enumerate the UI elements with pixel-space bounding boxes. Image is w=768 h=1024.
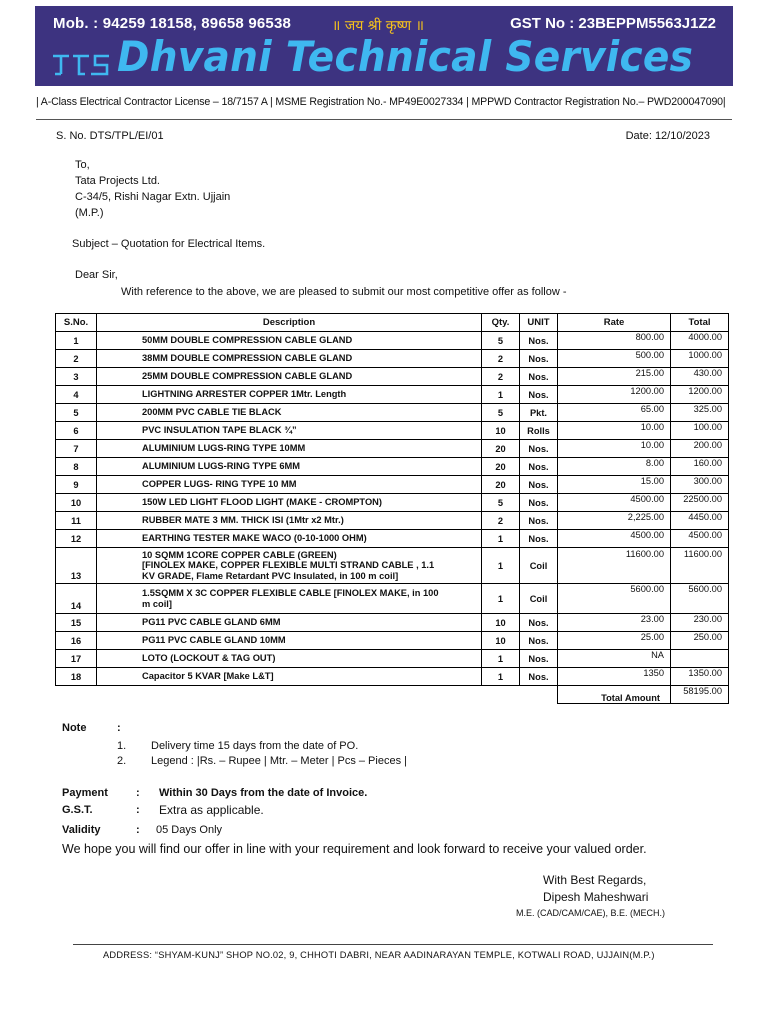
header-divider: [36, 119, 732, 120]
cell-sno: 9: [56, 476, 97, 494]
cell-rate: 2,225.00: [558, 512, 671, 530]
cell-rate: 215.00: [558, 368, 671, 386]
description-line: KV GRADE, Flame Retardant PVC Insulated, in 100 m coil]: [142, 570, 399, 581]
closing-paragraph: We hope you will find our offer in line with your requirement and look forward to receive your valued order.: [62, 842, 647, 856]
cell-sno: 17: [56, 650, 97, 668]
cell-sno: 16: [56, 632, 97, 650]
cell-qty: 2: [482, 350, 520, 368]
cell-total: 1350.00: [671, 668, 729, 686]
payment-colon: :: [136, 787, 140, 799]
cell-rate: NA: [558, 650, 671, 668]
cell-total: 4450.00: [671, 512, 729, 530]
cell-description: PG11 PVC CABLE GLAND 10MM: [97, 632, 482, 650]
total-amount-label: Total Amount: [558, 686, 671, 704]
letter-date: Date: 12/10/2023: [625, 130, 710, 142]
cell-sno: 4: [56, 386, 97, 404]
intro-text: With reference to the above, we are pleased to submit our most competitive offer as follow -: [121, 286, 567, 298]
cell-rate: 800.00: [558, 332, 671, 350]
cell-description: 38MM DOUBLE COMPRESSION CABLE GLAND: [97, 350, 482, 368]
column-header: UNIT: [520, 314, 558, 332]
cell-unit: Nos.: [520, 494, 558, 512]
cell-unit: Nos.: [520, 350, 558, 368]
cell-total: 430.00: [671, 368, 729, 386]
note-label: Note: [62, 722, 87, 734]
address-line: (M.P.): [75, 207, 104, 219]
cell-unit: Nos.: [520, 368, 558, 386]
column-header: S.No.: [56, 314, 97, 332]
cell-description: RUBBER MATE 3 MM. THICK ISI (1Mtr x2 Mtr.): [97, 512, 482, 530]
cell-total: 100.00: [671, 422, 729, 440]
cell-unit: Coil: [520, 584, 558, 614]
cell-description: LIGHTNING ARRESTER COPPER 1Mtr. Length: [97, 386, 482, 404]
payment-value: Within 30 Days from the date of Invoice.: [159, 787, 368, 799]
cell-description: LOTO (LOCKOUT & TAG OUT): [97, 650, 482, 668]
total-row: [56, 686, 729, 704]
cell-unit: Coil: [520, 548, 558, 584]
cell-unit: Pkt.: [520, 404, 558, 422]
cell-unit: Nos.: [520, 650, 558, 668]
cell-total: 250.00: [671, 632, 729, 650]
cell-unit: Nos.: [520, 512, 558, 530]
cell-sno: 14: [56, 584, 97, 614]
cell-unit: Nos.: [520, 668, 558, 686]
cell-sno: 6: [56, 422, 97, 440]
letterhead-banner: [35, 6, 733, 86]
cell-description: ALUMINIUM LUGS-RING TYPE 6MM: [97, 458, 482, 476]
cell-description: 200MM PVC CABLE TIE BLACK: [97, 404, 482, 422]
cell-qty: 1: [482, 668, 520, 686]
cell-rate: 10.00: [558, 440, 671, 458]
address-line: To,: [75, 159, 90, 171]
table-row: [56, 530, 729, 548]
cell-description: COPPER LUGS- RING TYPE 10 MM: [97, 476, 482, 494]
cell-sno: 7: [56, 440, 97, 458]
cell-qty: 5: [482, 494, 520, 512]
footer-divider: [73, 944, 713, 945]
gst-number: GST No : 23BEPPM5563J1Z2: [510, 15, 716, 32]
cell-sno: 1: [56, 332, 97, 350]
gst-label: G.S.T.: [62, 804, 93, 816]
table-row: [56, 614, 729, 632]
cell-total: 22500.00: [671, 494, 729, 512]
cell-description: 150W LED LIGHT FLOOD LIGHT (MAKE - CROMPTON): [97, 494, 482, 512]
cell-unit: Nos.: [520, 632, 558, 650]
recipient-address: [75, 157, 230, 221]
cell-description: ALUMINIUM LUGS-RING TYPE 10MM: [97, 440, 482, 458]
cell-unit: Nos.: [520, 386, 558, 404]
signatory-name: Dipesh Maheshwari: [543, 890, 649, 904]
description-line: [FINOLEX MAKE, COPPER FLEXIBLE MULTI STRAND CABLE , 1.1: [142, 560, 435, 571]
cell-sno: 3: [56, 368, 97, 386]
gst-colon: :: [136, 804, 140, 816]
subject-line: Subject – Quotation for Electrical Items.: [72, 238, 266, 250]
cell-qty: 10: [482, 422, 520, 440]
serial-number: S. No. DTS/TPL/EI/01: [56, 130, 164, 142]
cell-rate: 500.00: [558, 350, 671, 368]
table-row: [56, 632, 729, 650]
table-row: [56, 584, 729, 614]
column-header: Rate: [558, 314, 671, 332]
cell-qty: 20: [482, 458, 520, 476]
table-row: [56, 476, 729, 494]
table-row: [56, 548, 729, 584]
note-text: Legend : |Rs. – Rupee | Mtr. – Meter | Pcs – Pieces |: [151, 755, 407, 767]
cell-description: [97, 584, 482, 614]
payment-label: Payment: [62, 787, 108, 799]
licence-line: | A-Class Electrical Contractor License – 18/7157 A | MSME Registration No.- MP49E0027334 | MPPWD Contractor Registration No.– PWD200047090|: [36, 96, 726, 108]
cell-total: 230.00: [671, 614, 729, 632]
mobile-numbers: Mob. : 94259 18158, 89658 96538: [53, 15, 292, 32]
table-row: [56, 404, 729, 422]
total-spacer: [56, 686, 558, 704]
cell-total: 200.00: [671, 440, 729, 458]
company-name: Dhvani Technical Services: [117, 32, 694, 81]
footer-address: ADDRESS: “SHYAM-KUNJ” SHOP NO.02, 9, CHHOTI DABRI, NEAR AADINARAYAN TEMPLE, KOTWALI ROAD, UJJAIN(M.P.): [103, 950, 655, 960]
cell-unit: Nos.: [520, 476, 558, 494]
cell-rate: 10.00: [558, 422, 671, 440]
cell-sno: 15: [56, 614, 97, 632]
address-line: C-34/5, Rishi Nagar Extn. Ujjain: [75, 191, 231, 203]
cell-description: PG11 PVC CABLE GLAND 6MM: [97, 614, 482, 632]
cell-total: 11600.00: [671, 548, 729, 584]
cell-total: 1200.00: [671, 386, 729, 404]
table-row: [56, 458, 729, 476]
cell-qty: 1: [482, 386, 520, 404]
cell-unit: Nos.: [520, 440, 558, 458]
cell-rate: 11600.00: [558, 548, 671, 584]
cell-qty: 2: [482, 368, 520, 386]
blessing-text: ॥ जय श्री कृष्ण ॥: [332, 18, 425, 34]
cell-qty: 5: [482, 404, 520, 422]
signatory-qualification: M.E. (CAD/CAM/CAE), B.E. (MECH.): [516, 908, 666, 918]
table-row: [56, 368, 729, 386]
cell-qty: 10: [482, 632, 520, 650]
cell-total: [671, 650, 729, 668]
description-line: m coil]: [142, 598, 172, 609]
cell-rate: 4500.00: [558, 494, 671, 512]
cell-rate: 23.00: [558, 614, 671, 632]
table-row: [56, 422, 729, 440]
cell-sno: 18: [56, 668, 97, 686]
description-line: 1.5SQMM X 3C COPPER FLEXIBLE CABLE [FINOLEX MAKE, in 100: [142, 588, 439, 598]
table-row: [56, 332, 729, 350]
signature-block: [543, 872, 648, 906]
cell-sno: 11: [56, 512, 97, 530]
validity-label: Validity: [62, 824, 101, 836]
table-row: [56, 440, 729, 458]
cell-description: [97, 548, 482, 584]
cell-description: Capacitor 5 KVAR [Make L&T]: [97, 668, 482, 686]
validity-value: 05 Days Only: [156, 824, 223, 836]
cell-description: 50MM DOUBLE COMPRESSION CABLE GLAND: [97, 332, 482, 350]
cell-total: 325.00: [671, 404, 729, 422]
cell-sno: 13: [56, 548, 97, 584]
cell-qty: 1: [482, 548, 520, 584]
cell-qty: 10: [482, 614, 520, 632]
quotation-table: [55, 313, 729, 704]
table-row: [56, 650, 729, 668]
table-header-row: [56, 314, 729, 332]
validity-colon: :: [136, 824, 140, 836]
note-text: Delivery time 15 days from the date of PO.: [151, 740, 359, 752]
cell-total: 160.00: [671, 458, 729, 476]
regards-text: With Best Regards,: [543, 873, 647, 887]
column-header: Qty.: [482, 314, 520, 332]
cell-qty: 20: [482, 440, 520, 458]
cell-unit: Nos.: [520, 530, 558, 548]
table-row: [56, 494, 729, 512]
note-number: 2.: [117, 755, 127, 767]
cell-description: EARTHING TESTER MAKE WACO (0-10-1000 OHM): [97, 530, 482, 548]
cell-qty: 1: [482, 584, 520, 614]
note-number: 1.: [117, 740, 127, 752]
column-header: Description: [97, 314, 482, 332]
total-amount-value: 58195.00: [671, 686, 729, 704]
cell-unit: Nos.: [520, 614, 558, 632]
table-row: [56, 350, 729, 368]
cell-sno: 5: [56, 404, 97, 422]
cell-total: 4500.00: [671, 530, 729, 548]
gst-value: Extra as applicable.: [159, 803, 264, 817]
cell-qty: 2: [482, 512, 520, 530]
cell-description: PVC INSULATION TAPE BLACK ¾”: [97, 422, 482, 440]
cell-rate: 15.00: [558, 476, 671, 494]
cell-total: 300.00: [671, 476, 729, 494]
cell-qty: 5: [482, 332, 520, 350]
cell-qty: 1: [482, 650, 520, 668]
cell-unit: Nos.: [520, 458, 558, 476]
cell-rate: 1350: [558, 668, 671, 686]
cell-sno: 8: [56, 458, 97, 476]
table-row: [56, 386, 729, 404]
cell-rate: 65.00: [558, 404, 671, 422]
cell-rate: 4500.00: [558, 530, 671, 548]
column-header: Total: [671, 314, 729, 332]
cell-rate: 8.00: [558, 458, 671, 476]
cell-total: 1000.00: [671, 350, 729, 368]
cell-unit: Nos.: [520, 332, 558, 350]
cell-qty: 1: [482, 530, 520, 548]
cell-sno: 2: [56, 350, 97, 368]
company-logo: [51, 52, 111, 78]
description-line: 10 SQMM 1CORE COPPER CABLE (GREEN): [142, 549, 337, 560]
table-row: [56, 512, 729, 530]
note-colon: :: [117, 722, 121, 734]
salutation: Dear Sir,: [75, 269, 118, 281]
cell-rate: 25.00: [558, 632, 671, 650]
cell-total: 5600.00: [671, 584, 729, 614]
cell-total: 4000.00: [671, 332, 729, 350]
cell-rate: 1200.00: [558, 386, 671, 404]
table-row: [56, 668, 729, 686]
cell-rate: 5600.00: [558, 584, 671, 614]
cell-qty: 20: [482, 476, 520, 494]
cell-sno: 12: [56, 530, 97, 548]
cell-unit: Rolls: [520, 422, 558, 440]
address-line: Tata Projects Ltd.: [75, 175, 160, 187]
cell-description: 25MM DOUBLE COMPRESSION CABLE GLAND: [97, 368, 482, 386]
cell-sno: 10: [56, 494, 97, 512]
